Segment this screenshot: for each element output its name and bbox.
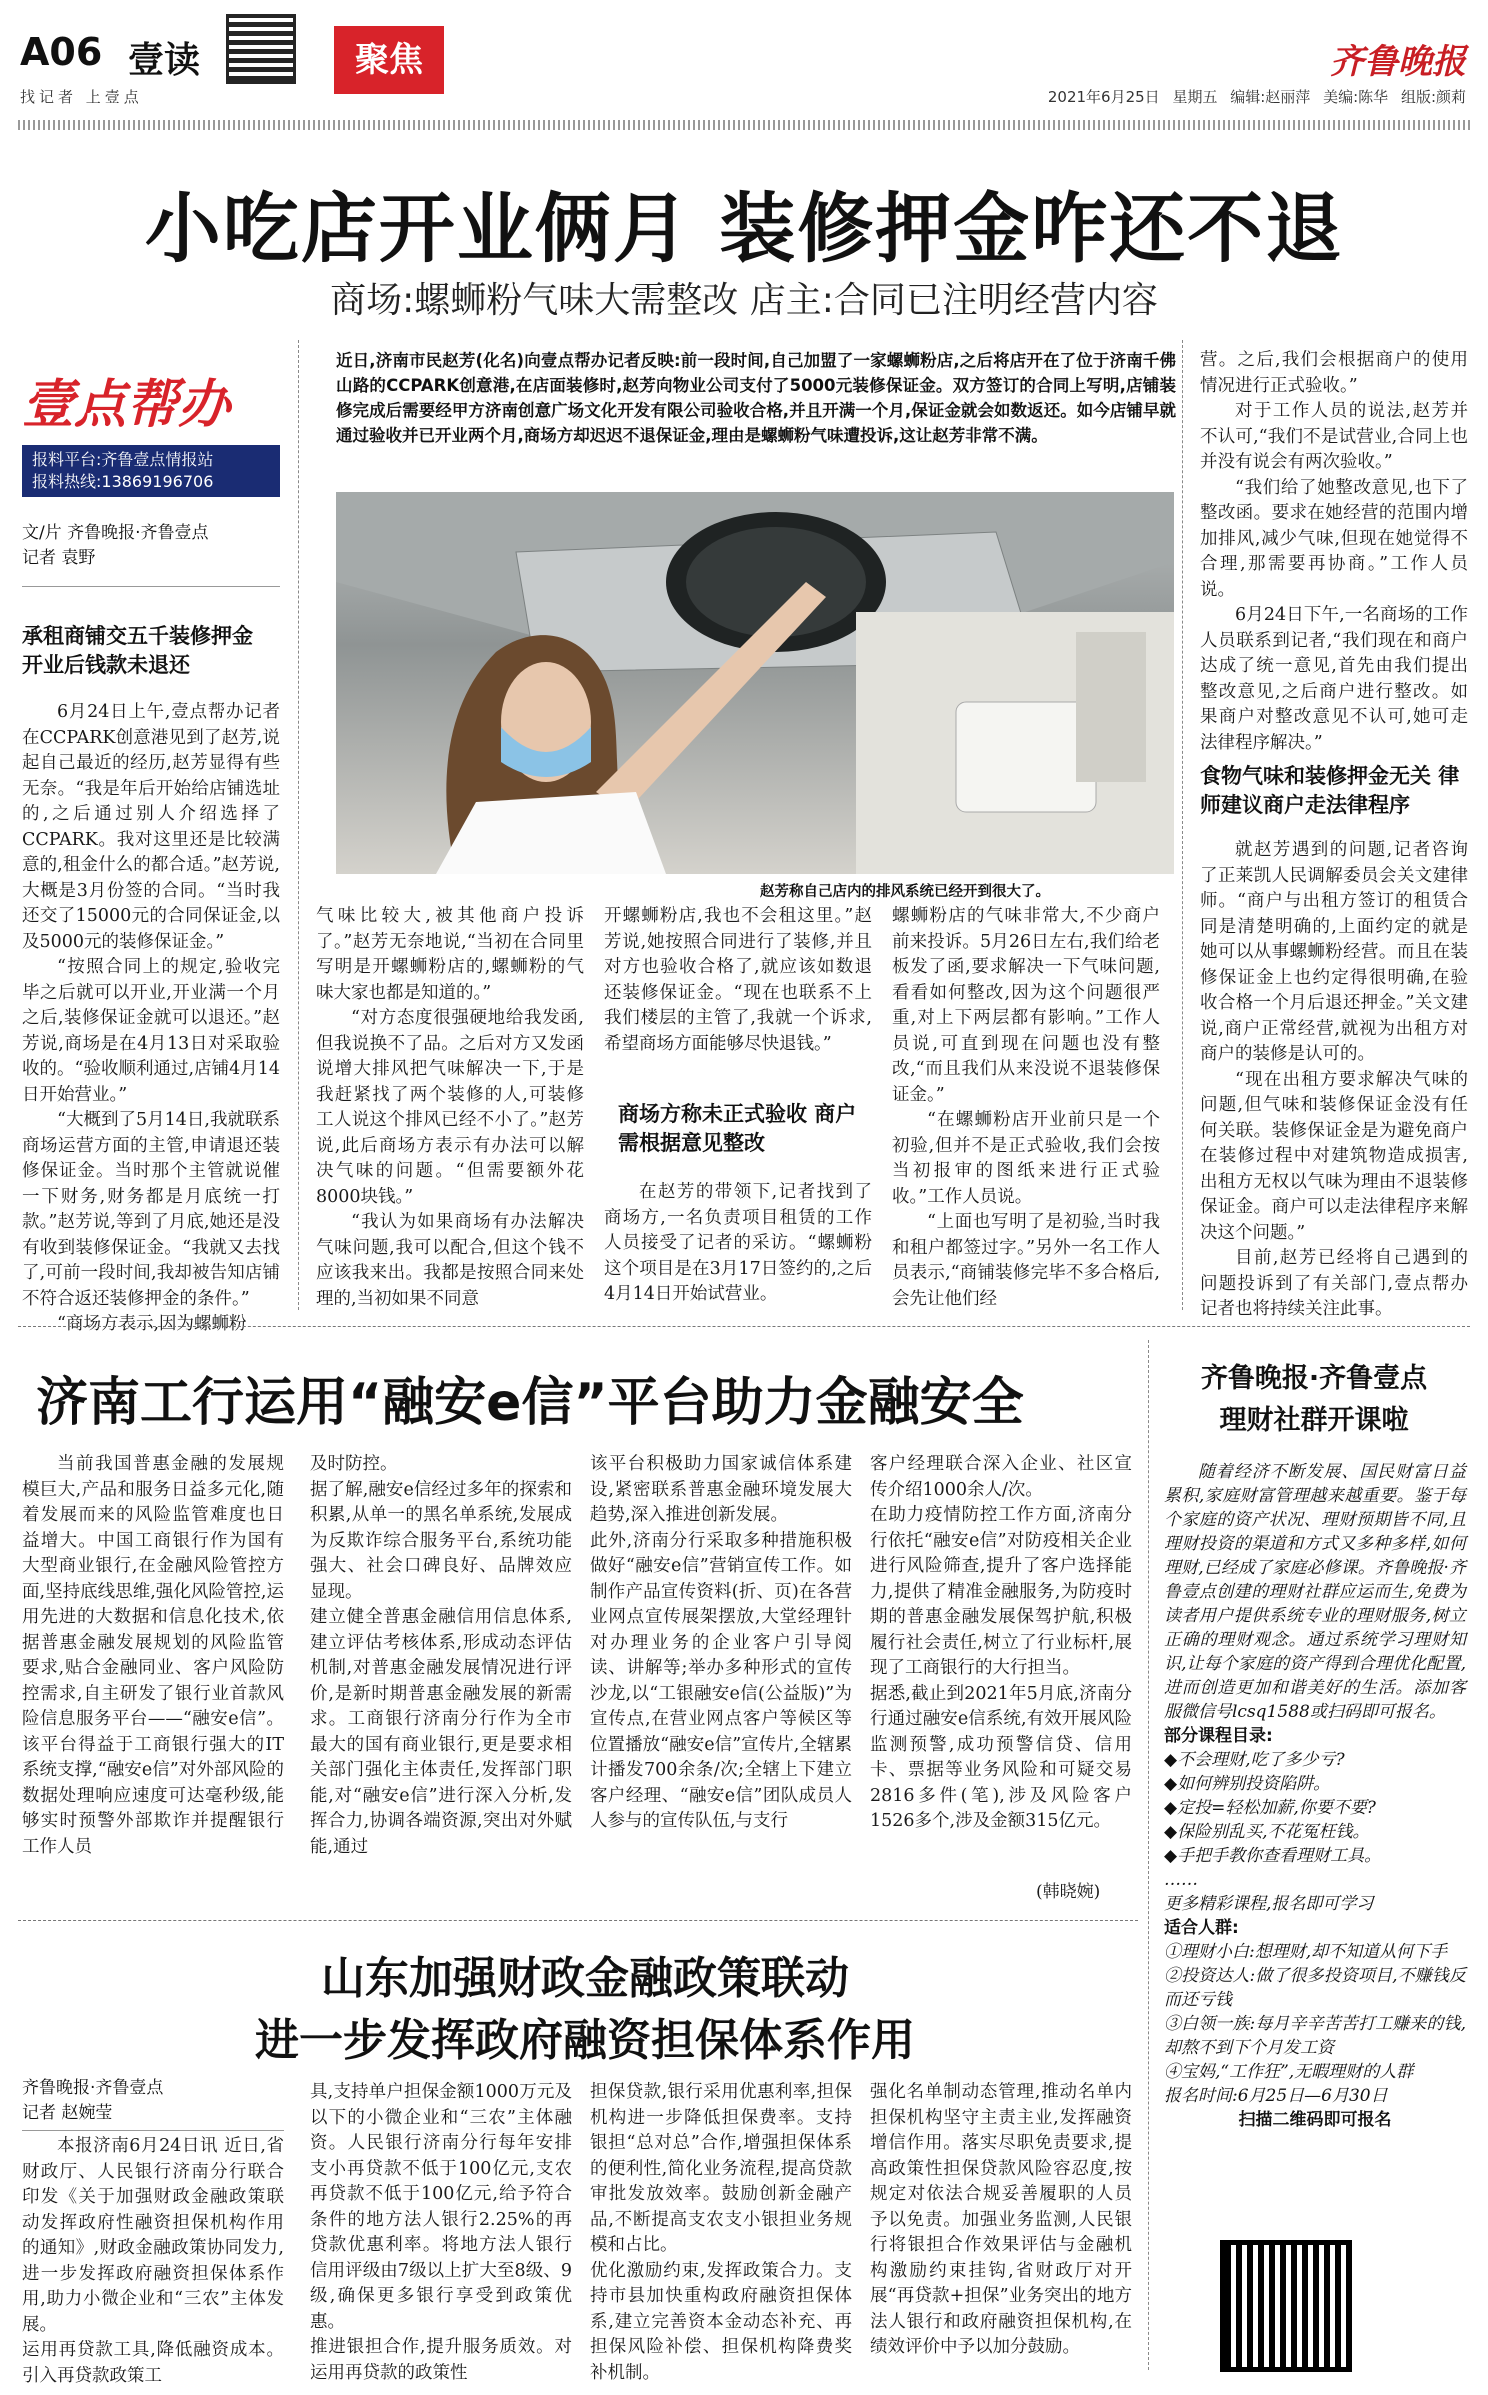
byline-source: 齐鲁晚报·齐鲁壹点 [22,2078,164,2098]
paragraph: 具,支持单户担保金额1000万元及以下的小微企业和“三农”主体融资。人民银行济南分行每年安排支小再贷款不低于100亿元,支农再贷款不低于100亿元,给予符合条件的地方法人银行2.25%的再贷款优惠利率。将地方法人银行信用评级由7级以上扩大至8级、9级,确保更多银行享受到政策优惠。 推进银担合作,提升服务质效。对运用再贷款的政策性 [310,2082,572,2383]
course-item: ◆不会理财,吃了多少亏? [1164,1750,1345,1770]
byline [22,521,280,571]
article-column-3b [604,1180,872,1308]
byline-reporter: 记者 袁野 [22,548,96,568]
audience-item: ①理财小白:想理财,却不知道从何下手 [1164,1942,1448,1962]
paragraph: 营。之后,我们会根据商户的使用情况进行正式验收。” [1200,350,1468,396]
slogan: 找记者 上壹点 [20,88,143,106]
paragraph: 6月24日下午,一名商场的工作人员联系到记者,“我们现在和商户达成了统一意见,首先由我们提出整改意见,之后商户进行整改。如果商户对整改意见不认可,她可走法律程序解决。” [1200,605,1468,753]
more-courses: 更多精彩课程,报名即可学习 [1164,1894,1374,1914]
audience-item: ④宝妈,“工作狂”,无暇理财的人群 [1164,2062,1414,2082]
article-column-5b [1200,838,1468,1323]
column-divider [298,340,299,1310]
photo-caption: 赵芳称自己店内的排风系统已经开到很大了。 [760,884,1050,900]
sidebar-title [1160,1358,1468,1442]
article3-column-1 [22,2134,284,2384]
brand-hotline[interactable]: 报料热线:13869196706 [32,472,214,491]
newspaper-logo: 齐鲁晚报 [1330,42,1466,82]
paragraph: 气味比较大,被其他商户投诉了。”赵芳无奈地说,“当初在合同里写明是开螺蛳粉店的,螺蛳粉的气味大家也都是知道的。” [316,906,584,1003]
sidebar-intro: 随着经济不断发展、国民财富日益累积,家庭财富管理越来越重要。鉴于每个家庭的资产状况、理财预期皆不同,且理财投资的渠道和方式又多种多样,如何理财,已经成了家庭必修课。齐鲁晚报·齐鲁壹点创建的理财社群应运而生,免费为读者用户提供系统专业的理财服务,树立正确的理财观念。通过系统学习理财知识,让每个家庭的资产得到合理优化配置,进而创造更加和谐美好的生活。添加客服微信号lcsq1588或扫码即可报名。 [1164,1462,1466,1722]
audience-label: 适合人群: [1164,1918,1239,1938]
paragraph: “我们给了她整改意见,也下了整改函。要求在她经营的范围内增加排风,减少气味,但现在她觉得不合理,那需要再协商。”工作人员说。 [1200,477,1468,600]
subheading-3: 食物气味和装修押金无关 律师建议商户走法律程序 [1200,764,1460,817]
paragraph: “我认为如果商场有办法解决气味问题,我可以配合,但这个钱不应该我来出。我都是按照合同来处理的,当初如果不同意 [316,1212,584,1309]
article3-column-2 [310,2080,572,2385]
column-divider [1182,340,1183,1310]
qr-code-icon[interactable] [1220,2240,1352,2372]
paragraph: 目前,赵芳已经将自己遇到的问题投诉到了有关部门,壹点帮办记者也将持续关注此事。 [1200,1248,1468,1319]
editor: 编辑:赵丽萍 [1230,88,1311,106]
lead-paragraph: 近日,济南市民赵芳(化名)向壹点帮办记者反映:前一段时间,自己加盟了一家螺蛳粉店,之后将店开在了位于济南千佛山路的CCPARK创意港,在店面装修时,赵芳向物业公司支付了5000元装修保证金。双方签订的合同上写明,店铺装修完成后需要经甲方济南创意广场文化开发有限公司验收合格,并且开满一个月,保证金就会如数返还。如今店铺早就通过验收并已开业两个月,商场方却迟迟不退保证金,理由是螺蛳粉气味遭投诉,这让赵芳非常不满。 [336,351,1176,445]
article2-column-3 [590,1452,852,1835]
divider [18,120,1470,130]
paragraph: “按照合同上的规定,验收完毕之后就可以开业,开业满一个月之后,装修保证金就可以退还。”赵芳说,商场是在4月13日对采取验收的。“验收顺利通过,店铺4月14日开始营业。” [22,957,280,1105]
section-divider [18,1920,1138,1921]
paragraph: 该平台积极助力国家诚信体系建设,紧密联系普惠金融环境发展大趋势,深入推进创新发展。 此外,济南分行采取多种措施积极做好“融安e信”营销宣传工作。如制作产品宣传资料(折、页)在各营业网点宣传展架摆放,大堂经理针对办理业务的企业客户引导阅读、讲解等;举办多种形式的宣传沙龙,以“工银融安e信(公益版)”为宣传点,在营业网点客户等候区等位置播放“融安e信”宣传片,全辖累计播发700余条/次;全辖上下建立客户经理、“融安e信”团队成员人人参与的宣传队伍,与支行 [590,1454,852,1831]
layout-editor: 组版:颜莉 [1400,88,1466,106]
column-divider [1148,1340,1149,2370]
dateline [1048,86,1466,107]
ellipsis: …… [1164,1870,1198,1890]
article-column-5 [1200,348,1468,756]
article2-column-2 [310,1452,572,1860]
paragraph: 就赵芳遇到的问题,记者咨询了正莱凯人民调解委员会关文建律师。“商户与出租方签订的租赁合同是清楚明确的,上面约定的就是她可以从事螺蛳粉经营。而且在装修保证金上也约定得很明确,在验收合格一个月后退还押金。”关文建说,商户正常经营,就视为出租方对商户的装修是认可的。 [1200,840,1468,1064]
article-column-2 [316,904,584,1312]
paragraph: “商场方表示,因为螺蛳粉 [57,1314,247,1334]
article3-column-3 [590,2080,852,2385]
scan-hint: 扫描二维码即可报名 [1238,2110,1392,2130]
news-photo [336,492,1174,874]
sidebar-content [1164,1460,1466,2132]
section-name: 壹读 [128,40,201,81]
course-item: ◆如何辨别投资陷阱。 [1164,1774,1331,1794]
paragraph: 及时防控。 据了解,融安e信经过多年的探索和积累,从单一的黑名单系统,发展成为反欺诈综合服务平台,系统功能强大、社会口碑良好、品牌效应显现。 建立健全普惠金融信用信息体系,建立评估考核体系,形成动态评估机制,对普惠金融发展情况进行评价,是新时期普惠金融发展的新需求。工商银行济南分行作为全市最大的国有商业银行,更是要求相关部门强化主体责任,发挥部门职能,对“融安e信”进行深入分析,发挥合力,协调各端资源,突出对外赋能,通过 [310,1454,572,1857]
subheading-2: 商场方称未正式验收 商户需根据意见整改 [618,1102,857,1155]
date: 2021年6月25日 [1047,88,1160,106]
paragraph: 对于工作人员的说法,赵芳并不认可,“我们不是试营业,合同上也并没有说会有两次验收。” [1200,401,1468,472]
paragraph: “现在出租方要求解决气味的问题,但气味和装修保证金没有任何关联。装修保证金是为避免商户在装修过程中对建筑物造成损害,出租方无权以气味为理由不退装修保证金。商户可以走法律程序来解决这个问题。” [1200,1069,1468,1243]
sidebar-title-1: 齐鲁晚报·齐鲁壹点 [1200,1363,1428,1394]
main-headline: 小吃店开业俩月 装修押金咋还不退 [144,184,1344,273]
course-item: ◆保险别乱买,不花冤枉钱。 [1164,1822,1370,1842]
subheading-1: 承租商铺交五千装修押金 开业后钱款未退还 [22,624,253,677]
art-editor: 美编:陈华 [1323,88,1389,106]
paragraph: “上面也写明了是初验,当时我和租户都签过字。”另外一名工作人员表示,“商铺装修完毕不多合格后,会先让他们经 [892,1212,1160,1309]
paragraph: “对方态度很强硬地给我发函,但我说换不了品。之后对方又发函说增大排风把气味解决一下,于是我赶紧找了两个装修的人,可装修工人说这个排风已经不小了。”赵芳说,此后商场方表示有办法可以解决气味的问题。“但需要额外花8000块钱。” [316,1008,584,1207]
brand-title: 壹点帮办 [22,375,231,435]
course-label: 部分课程目录: [1164,1726,1273,1746]
audience-item: ③白领一族:每月辛辛苦苦打工赚来的钱,却熬不到下个月发工资 [1164,2014,1466,2058]
qr-code-icon[interactable] [226,14,296,84]
paragraph: 6月24日上午,壹点帮办记者在CCPARK创意港见到了赵芳,说起自己最近的经历,赵芳显得有些无奈。“我是年后开始给店铺选址的,之后通过别人介绍选择了CCPARK。我对这里还是比较满意的,租金什么的都合适。”赵芳说,大概是3月份签的合同。“当时我还交了15000元的合同保证金,以及5000元的装修保证金。” [22,702,280,952]
article2-headline: 济南工行运用“融安e信”平台助力金融安全 [36,1373,1024,1433]
paragraph: “在螺蛳粉店开业前只是一个初验,但并不是正式验收,我们会按当初报审的图纸来进行正式验收。”工作人员说。 [892,1110,1160,1207]
article3-byline [22,2076,284,2131]
byline-source: 文/片 齐鲁晚报·齐鲁壹点 [22,523,209,543]
article3-column-4 [870,2080,1132,2385]
paragraph: 螺蛳粉店的气味非常大,不少商户前来投诉。5月26日左右,我们给老板发了函,要求解决一下气味问题,看看如何整改,因为这个问题很严重,对上下两层都有影响。”工作人员说,可直到现在问题也没有整改,“而且我们从来没说不退装修保证金。” [892,906,1160,1105]
paragraph: “大概到了5月14日,我就联系商场运营方面的主管,申请退还装修保证金。当时那个主管就说催一下财务,财务都是月底统一打款。”赵芳说,等到了月底,她还是没有收到装修保证金。“我就又去找了,可前一段时间,我却被告知店铺不符合返还装修押金的条件。” [22,1110,280,1309]
photo-illustration [336,492,1174,874]
article3-headline-2: 进一步发挥政府融资担保体系作用 [255,2015,915,2066]
byline-reporter: 记者 赵婉莹 [22,2103,113,2123]
course-item: ◆定投=轻松加薪,你要不要? [1164,1798,1376,1818]
weekday: 星期五 [1172,88,1218,106]
main-subhead: 商场:螺蛳粉气味大需整改 店主:合同已注明经营内容 [330,280,1158,321]
course-item: ◆手把手教你查看理财工具。 [1164,1846,1382,1866]
dispenser [956,702,1096,812]
article-column-3 [604,904,872,1057]
audience-item: ②投资达人:做了很多投资项目,不赚钱反而还亏钱 [1164,1966,1466,2010]
paragraph: 在赵芳的带领下,记者找到了商场方,一名负责项目租赁的工作人员接受了记者的采访。“螺蛳粉这个项目是在3月17日签约的,之后4月14日开始试营业。 [604,1182,872,1304]
page-number: A06 [20,30,103,74]
section-divider [18,1326,1470,1327]
brand-contact [22,445,280,497]
deadline: 报名时间:6月25日—6月30日 [1164,2086,1388,2106]
sidebar-title-2: 理财社群开课啦 [1219,1405,1409,1436]
paragraph: 强化名单制动态管理,推动名单内担保机构坚守主责主业,发挥融资增信作用。落实尽职免责要求,提高政策性担保贷款风险容忍度,按规定对依法合规妥善履职的人员予以免责。加强业务监测,人民银行将银担合作效果评估与金融机构激励约束挂钩,省财政厅对开展“再贷款+担保”业务突出的地方法人银行和政府融资担保机构,在绩效评价中予以加分鼓励。 [870,2082,1132,2357]
article3-headline-1: 山东加强财政金融政策联动 [321,1953,849,2004]
article-column-4 [892,904,1160,1312]
paragraph: 客户经理联合深入企业、社区宣传介绍1000余人/次。 在助力疫情防控工作方面,济南分行依托“融安e信”对防疫相关企业进行风险筛查,提升了客户选择能力,提供了精准金融服务,为防疫时期的普惠金融发展保驾护航,积极履行社会责任,树立了行业标杆,展现了工商银行的大行担当。 据悉,截止到2021年5月底,济南分行通过融安e信系统,有效开展风险监测预警,成功预警信贷、信用卡、票据等业务风险和可疑交易2816多件(笔),涉及风险客户1526多个,涉及金额315亿元。 [870,1454,1132,1831]
paragraph: 担保贷款,银行采用优惠利率,担保机构进一步降低担保费率。支持银担“总对总”合作,增强担保体系的便利性,简化业务流程,提高贷款审批发放效率。鼓励创新金融产品,不断提高支农支小银担业务规模和占比。 优化激励约束,发挥政策合力。支持市县加快重构政府融资担保体系,建立完善资本金动态补充、再担保风险补偿、担保机构降费奖补机制。 [590,2082,852,2383]
article2-column-1 [22,1452,284,1860]
article2-author: (韩晓婉) [1036,1882,1101,1902]
brand-platform: 报料平台:齐鲁壹点情报站 [32,450,214,469]
paragraph: 本报济南6月24日讯 近日,省财政厅、人民银行济南分行联合印发《关于加强财政金融政策联动发挥政府性融资担保机构作用的通知》,财政金融政策协同发力,进一步发挥政府融资担保体系作用,助力小微企业和“三农”主体发展。 运用再贷款工具,降低融资成本。引入再贷款政策工 [22,2136,284,2384]
article-column-1 [22,700,280,1338]
divider [22,586,280,587]
brand-block [22,362,280,571]
cabinet [1076,632,1146,782]
paragraph: 当前我国普惠金融的发展规模巨大,产品和服务日益多元化,随着发展而来的风险监管难度也日益增大。中国工商银行作为国有大型商业银行,在金融风险管控方面,坚持底线思维,强化风险管控,运用先进的大数据和信息化技术,依据普惠金融发展规划的风险监管要求,贴合金融同业、客户风险防控需求,自主研发了银行业首款风险信息服务平台——“融安e信”。该平台得益于工商银行强大的IT系统支撑,“融安e信”对外部风险的数据处理响应速度可达毫秒级,能够实时预警外部欺诈并提醒银行工作人员 [22,1454,284,1857]
article2-column-4 [870,1452,1132,1835]
section-tag: 聚焦 [334,26,444,94]
paragraph: 开螺蛳粉店,我也不会租这里。”赵芳说,她按照合同进行了装修,并且对方也验收合格了,就应该如数退还装修保证金。“现在也联系不上我们楼层的主管了,我就一个诉求,希望商场方面能够尽快退钱。” [604,906,872,1054]
